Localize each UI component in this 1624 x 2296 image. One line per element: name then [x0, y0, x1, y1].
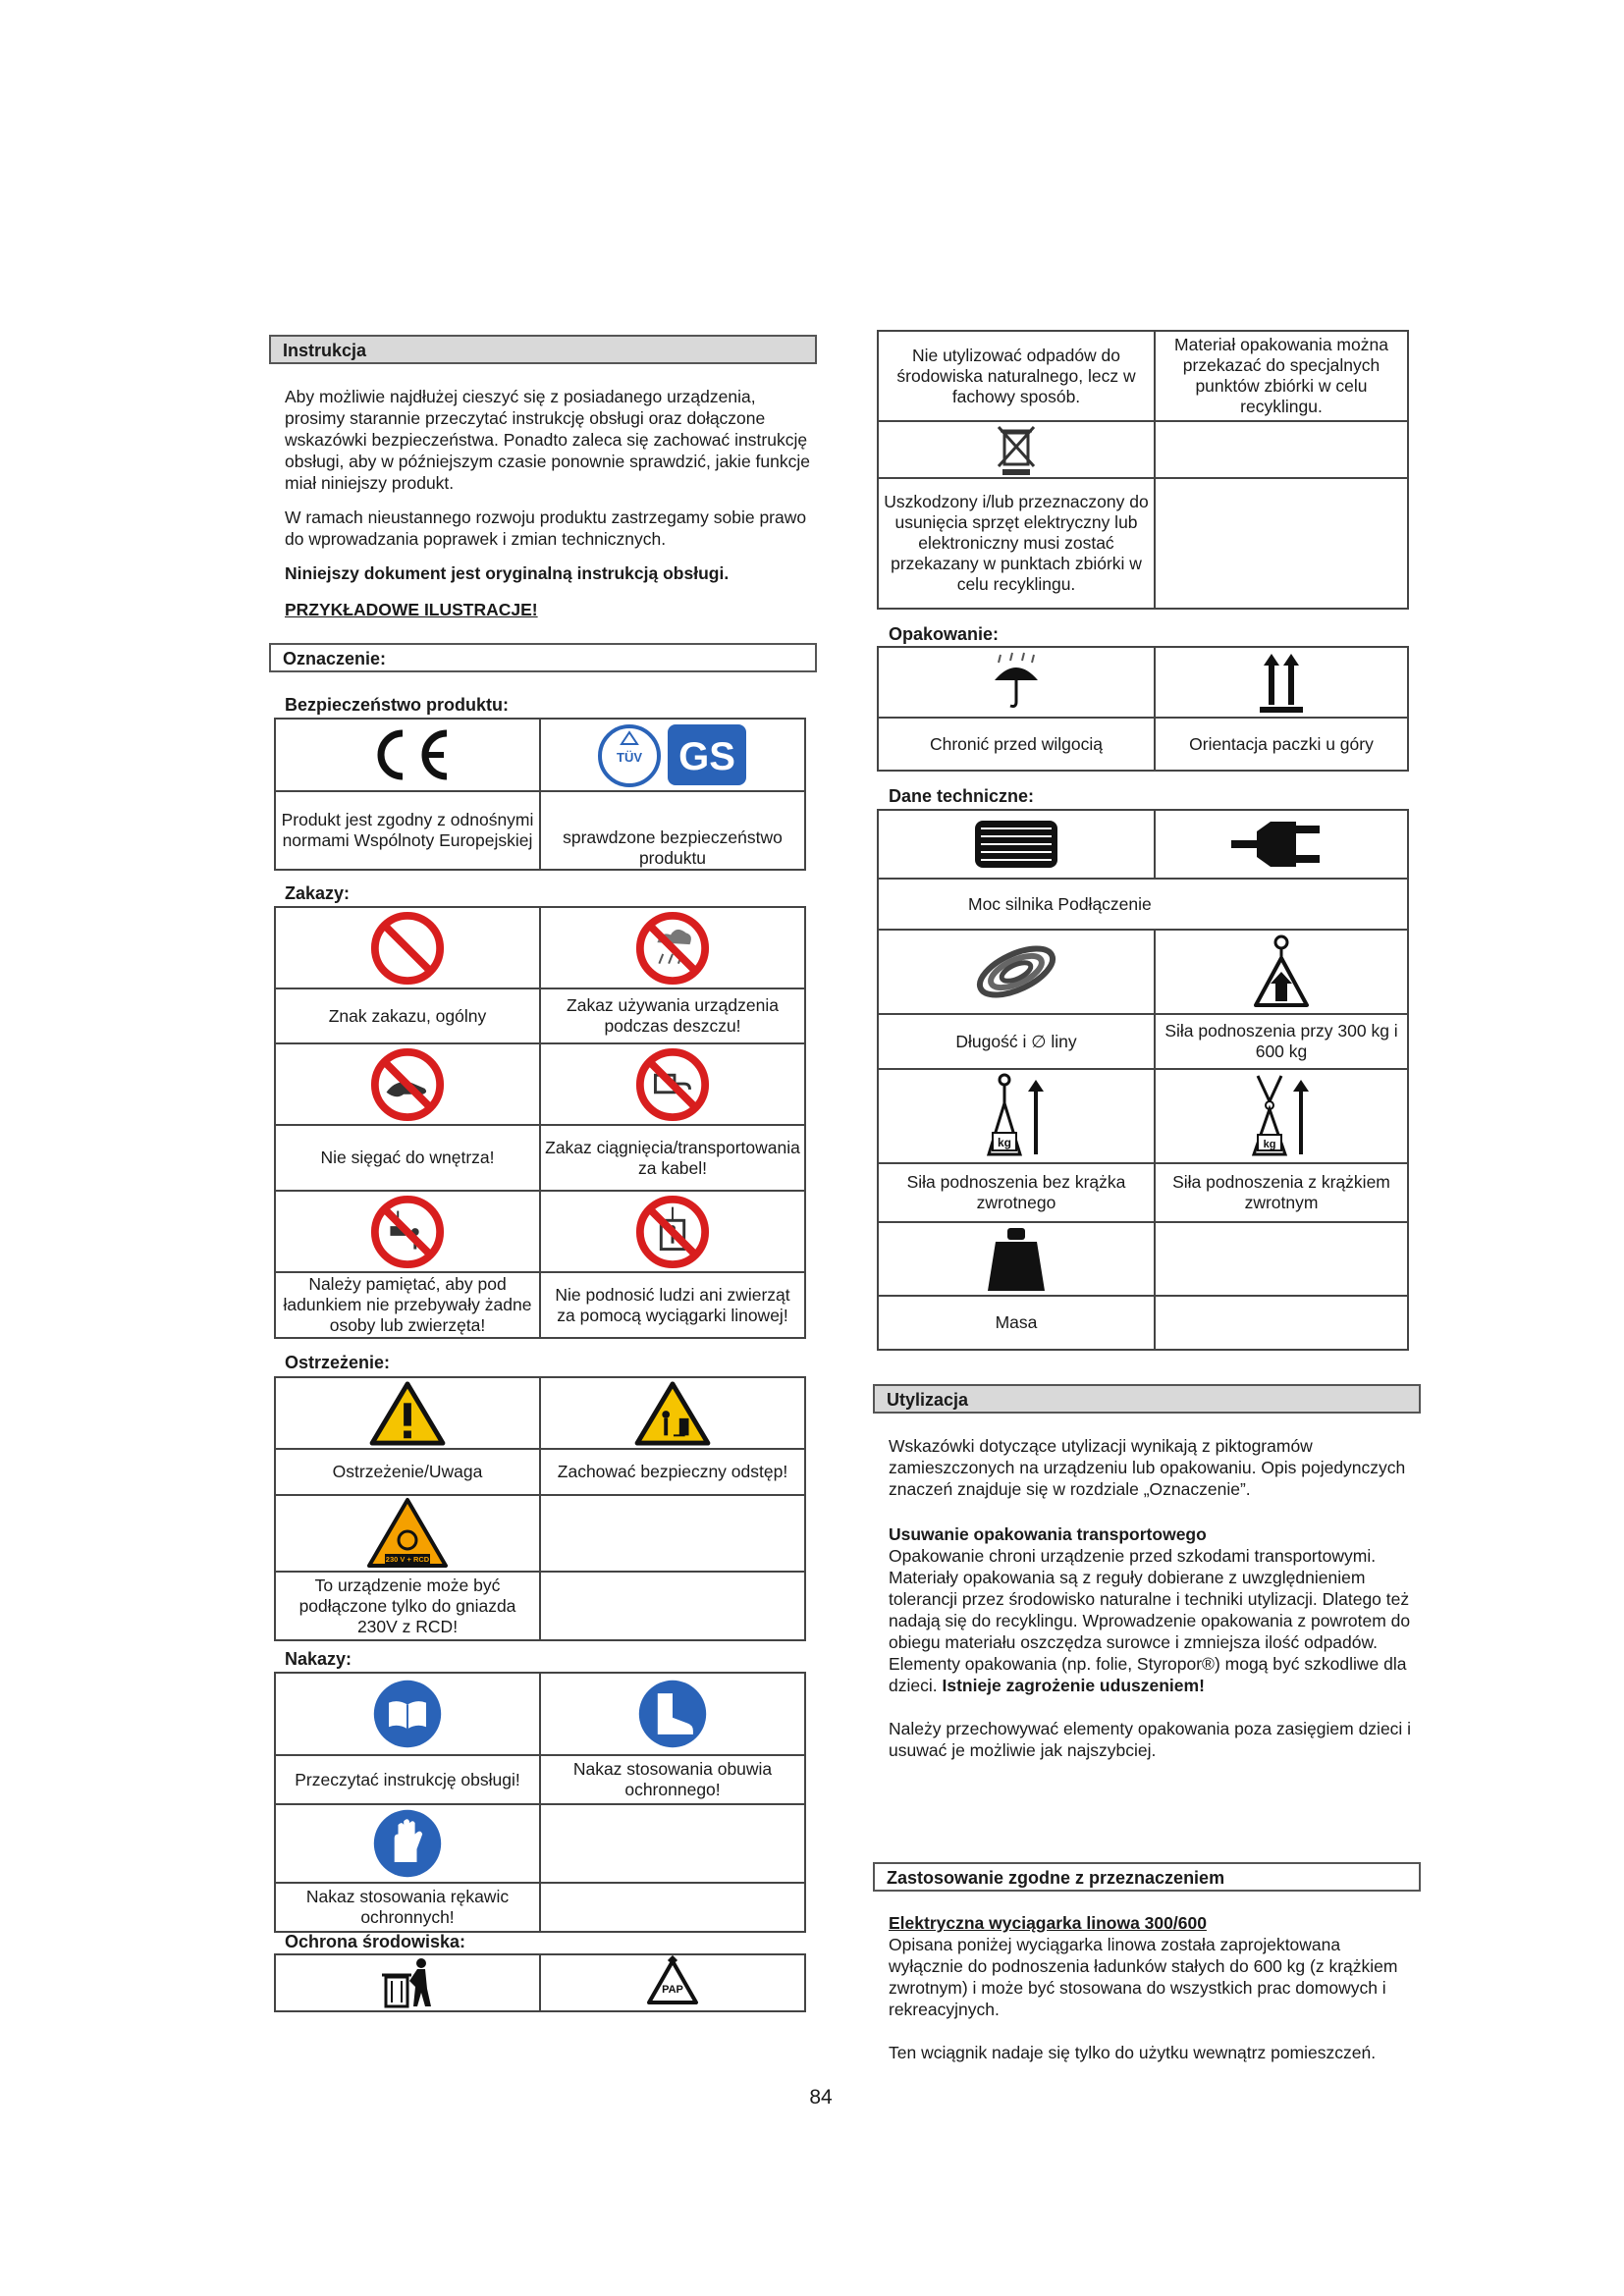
dane-table [877, 809, 1409, 1351]
no-rain-icon [540, 907, 805, 988]
dane-label-2: Długość i ∅ liny [878, 1014, 1155, 1069]
no-reach-inside-icon [275, 1043, 540, 1125]
read-manual-icon [275, 1673, 540, 1755]
dane-label-3: Siła podnoszenia przy 300 kg i 600 kg [1155, 1014, 1408, 1069]
nakaz-label-2: Nakaz stosowania obuwia ochronnego! [540, 1755, 805, 1804]
prohibition-general-icon [275, 907, 540, 988]
zakaz-label-1: Znak zakazu, ogólny [275, 988, 540, 1043]
this-side-up-icon [1155, 647, 1408, 718]
weee-bin-icon [878, 421, 1155, 478]
utylizacja-paragraph-3: Należy przechowywać elementy opakowania poza zasięgiem dzieci i usuwać je możliwie jak najszybciej. [889, 1719, 1412, 1760]
keep-dry-icon [878, 647, 1155, 718]
warning-icon [275, 1377, 540, 1449]
no-pull-cable-icon [540, 1043, 805, 1125]
ostrzezenie-table [274, 1376, 806, 1641]
recykling-label-1: Nie utylizować odpadów do środowiska naturalnego, lecz w fachowy sposób. [878, 331, 1155, 421]
utylizacja-header: Utylizacja [873, 1384, 1421, 1414]
pap-recycling-icon [540, 1954, 805, 2011]
opakowanie-table [877, 646, 1409, 772]
recykling-label-2: Materiał opakowania można przekazać do specjalnych punktów zbiórki w celu recyklingu. [1155, 331, 1408, 421]
zakaz-label-6: Nie podnosić ludzi ani zwierząt za pomocą wyciągarki linowej! [540, 1272, 805, 1338]
ostrzezenie-label-1: Ostrzeżenie/Uwaga [275, 1449, 540, 1495]
keep-distance-icon [540, 1377, 805, 1449]
utylizacja-paragraph-2: Opakowanie chroni urządzenie przed szkodami transportowymi. Materiały opakowania są z reguły dobierane z uwzględnieniem tolerancji przez środowisko naturalne i techniki utylizacji. Dlatego też nadają się do recyklingu. Wprowadzenie opakowania z powrotem do obiegu materiału oszczędza surowce i zmniejsza ilość odpadów. Elementy opakowania (np. folie, Styropor®) mogą być szkodliwe dla dzieci. Istnieje zagrożenie uduszeniem! [889, 1546, 1411, 1695]
bezpieczenstwo-table [274, 718, 806, 871]
trash-disposal-icon [275, 1954, 540, 2011]
ostrzezenie-label-3: To urządzenie może być podłączone tylko do gniazda 230V z RCD! [275, 1572, 540, 1640]
zakaz-label-5: Należy pamiętać, aby pod ładunkiem nie przebywały żadne osoby lub zwierzęta! [275, 1272, 540, 1338]
recykling-table [877, 330, 1409, 610]
weight-mass-icon [878, 1222, 1155, 1296]
lifting-with-pulley-icon [1155, 1069, 1408, 1163]
safety-boots-icon [540, 1673, 805, 1755]
utylizacja-paragraph-1: Wskazówki dotyczące utylizacji wynikają z piktogramów zamieszczonych na urządzeniu lub opakowaniu. Opis pojedynczych znaczeń znajduje się w rozdziale „Oznaczenie”. [889, 1436, 1406, 1499]
ce-mark-icon [275, 719, 540, 791]
oznaczenie-header: Oznaczenie: [269, 643, 817, 672]
ochrona-table [274, 1953, 806, 2012]
nakaz-label-3: Nakaz stosowania rękawic ochronnych! [275, 1883, 540, 1932]
zakazy-table [274, 906, 806, 1339]
tuv-gs-icon [540, 719, 805, 791]
instrukcja-paragraph-1: Aby możliwie najdłużej cieszyć się z posiadanego urządzenia, prosimy starannie przeczytać instrukcję obsługi oraz dołączone wskazówki bezpieczeństwa. Ponadto zaleca się zachować instrukcję obsługi, aby w późniejszym czasie ponownie sprawdzić, jakie funkcje miał niniejszy produkt. [285, 387, 810, 493]
rcd-warning-icon [275, 1495, 540, 1572]
motor-icon [878, 810, 1155, 879]
gs-label: sprawdzone bezpieczeństwo produktu [540, 791, 805, 870]
instrukcja-paragraph-4: PRZYKŁADOWE ILUSTRACJE! [285, 600, 538, 619]
ochrona-title: Ochrona środowiska: [285, 1932, 466, 1951]
pap-text: PAP [662, 1984, 683, 1996]
kg-text-2: kg [1263, 1139, 1276, 1150]
utylizacja-subtitle: Usuwanie opakowania transportowego [889, 1524, 1207, 1544]
dane-label-4: Siła podnoszenia bez krążka zwrotnego [878, 1163, 1155, 1222]
gs-text: GS [678, 735, 735, 778]
tuv-text: TÜV [617, 750, 642, 765]
opakowanie-title: Opakowanie: [889, 624, 1000, 644]
safety-gloves-icon [275, 1804, 540, 1883]
dane-title: Dane techniczne: [889, 786, 1035, 806]
zakazy-title: Zakazy: [285, 883, 351, 903]
dane-label-5: Siła podnoszenia z krążkiem zwrotnym [1155, 1163, 1408, 1222]
ce-label: Produkt jest zgodny z odnośnymi normami Wspólnoty Europejskiej [275, 791, 540, 870]
opakowanie-label-2: Orientacja paczki u góry [1155, 718, 1408, 771]
no-persons-under-load-icon [275, 1191, 540, 1272]
zastosowanie-paragraph-1: Opisana poniżej wyciągarka linowa została zaprojektowana wyłącznie do podnoszenia ładunków stałych do 600 kg (z krążkiem zwrotnym) i może być stosowana do wszystkich prac domowych i rekreacyjnych. [889, 1935, 1398, 2019]
instrukcja-header: Instrukcja [269, 335, 817, 364]
lifting-force-icon [1155, 930, 1408, 1014]
zakaz-label-2: Zakaz używania urządzenia podczas deszczu! [540, 988, 805, 1043]
plug-icon [1155, 810, 1408, 879]
nakaz-label-1: Przeczytać instrukcję obsługi! [275, 1755, 540, 1804]
zakaz-label-3: Nie sięgać do wnętrza! [275, 1125, 540, 1191]
zastosowanie-header: Zastosowanie zgodne z przeznaczeniem [873, 1862, 1421, 1892]
rope-icon [878, 930, 1155, 1014]
instrukcja-paragraph-2: W ramach nieustannego rozwoju produktu zastrzegamy sobie prawo do wprowadzania poprawek i zmian technicznych. [285, 507, 807, 549]
lifting-without-pulley-icon [878, 1069, 1155, 1163]
ostrzezenie-title: Ostrzeżenie: [285, 1353, 391, 1372]
kg-text-1: kg [997, 1136, 1012, 1149]
rcd-text: 230 V + RCD [385, 1555, 430, 1564]
recykling-label-3: Uszkodzony i/lub przeznaczony do usunięcia sprzęt elektryczny lub elektroniczny musi zostać przekazany w punktach zbiórki w celu recyklingu. [878, 478, 1155, 609]
dane-label-6: Masa [878, 1296, 1155, 1350]
zastosowanie-subtitle: Elektryczna wyciągarka linowa 300/600 [889, 1913, 1207, 1933]
zakaz-label-4: Zakaz ciągnięcia/transportowania za kabel! [540, 1125, 805, 1191]
dane-label-1: Moc silnika Podłączenie [878, 879, 1408, 930]
nakazy-title: Nakazy: [285, 1649, 352, 1669]
nakazy-table [274, 1672, 806, 1933]
bezpieczenstwo-title: Bezpieczeństwo produktu: [285, 695, 510, 715]
instrukcja-paragraph-3: Niniejszy dokument jest oryginalną instrukcją obsługi. [285, 563, 730, 583]
no-lifting-people-icon [540, 1191, 805, 1272]
zastosowanie-paragraph-2: Ten wciągnik nadaje się tylko do użytku wewnątrz pomieszczeń. [889, 2043, 1377, 2062]
opakowanie-label-1: Chronić przed wilgocią [878, 718, 1155, 771]
ostrzezenie-label-2: Zachować bezpieczny odstęp! [540, 1449, 805, 1495]
page-number: 84 [809, 2086, 833, 2109]
